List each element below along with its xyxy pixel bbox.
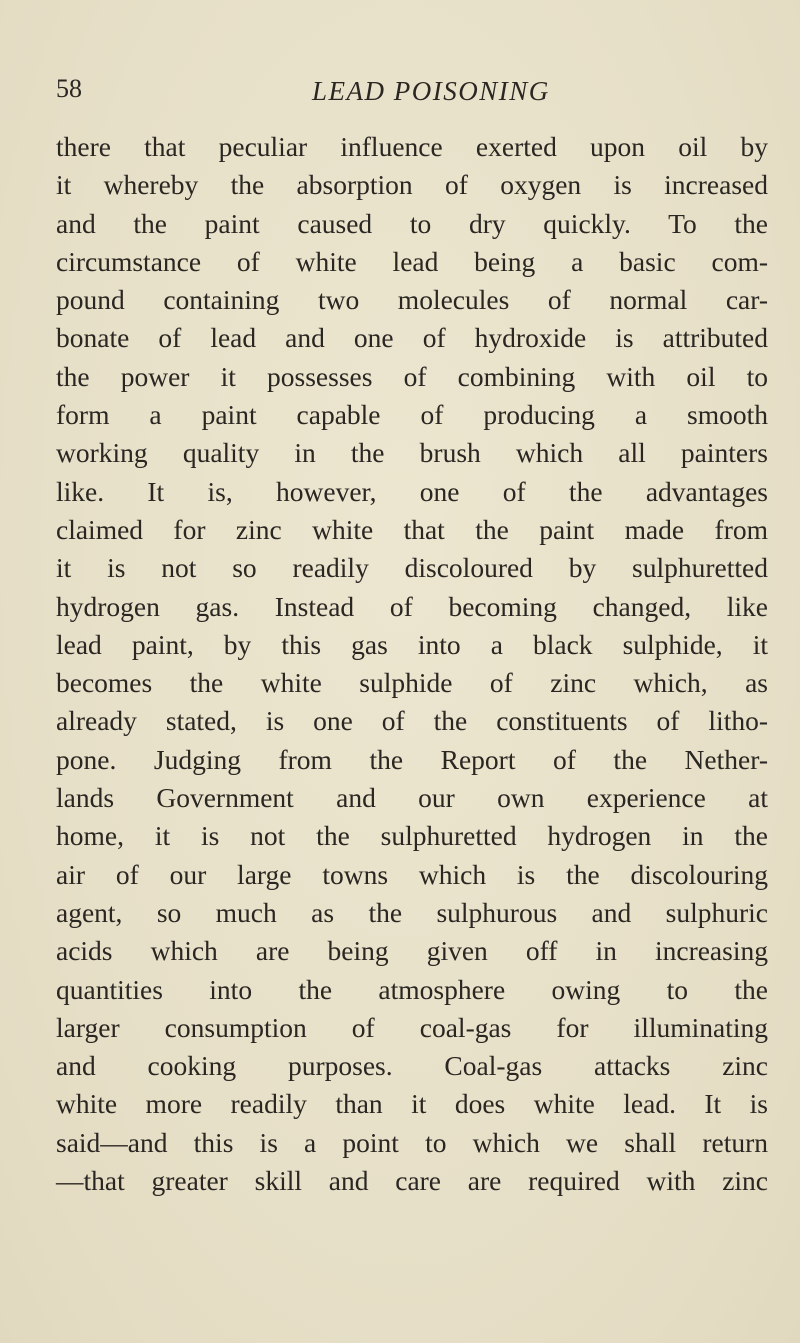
body-paragraph bbox=[56, 128, 768, 1200]
text-line: and cooking purposes. Coal-gas attacks zinc bbox=[56, 1050, 768, 1082]
text-line: it is not so readily discoloured by sulphuretted bbox=[56, 552, 768, 584]
text-line: hydrogen gas. Instead of becoming changed, like bbox=[56, 590, 768, 622]
text-line: form a paint capable of producing a smooth bbox=[56, 399, 768, 431]
text-line: white more readily than it does white lead. It is bbox=[56, 1088, 768, 1120]
text-line: pound containing two molecules of normal car- bbox=[56, 284, 768, 316]
page-header bbox=[56, 74, 744, 114]
text-line: claimed for zinc white that the paint made from bbox=[56, 513, 768, 545]
text-line: quantities into the atmosphere owing to the bbox=[56, 973, 768, 1005]
text-line: larger consumption of coal-gas for illuminating bbox=[56, 1011, 768, 1043]
text-line: air of our large towns which is the discolouring bbox=[56, 858, 768, 890]
text-line: said—and this is a point to which we shall return bbox=[56, 1126, 768, 1158]
text-line: home, it is not the sulphuretted hydrogen in the bbox=[56, 820, 768, 852]
text-line: agent, so much as the sulphurous and sulphuric bbox=[56, 896, 768, 928]
text-line: becomes the white sulphide of zinc which, as bbox=[56, 667, 768, 699]
text-line: and the paint caused to dry quickly. To the bbox=[56, 207, 768, 239]
text-line: circumstance of white lead being a basic com- bbox=[56, 245, 768, 277]
text-line: the power it possesses of combining with oil to bbox=[56, 360, 768, 392]
text-line: there that peculiar influence exerted upon oil by bbox=[56, 131, 768, 162]
text-line: lands Government and our own experience at bbox=[56, 782, 768, 814]
text-line: like. It is, however, one of the advantages bbox=[56, 475, 768, 507]
running-head: LEAD POISONING bbox=[312, 76, 550, 106]
text-line: bonate of lead and one of hydroxide is attributed bbox=[56, 322, 768, 354]
text-line: pone. Judging from the Report of the Nether- bbox=[56, 743, 768, 775]
text-line: acids which are being given off in increasing bbox=[56, 935, 768, 967]
text-line: it whereby the absorption of oxygen is increased bbox=[56, 169, 768, 201]
text-line: already stated, is one of the constituents of litho- bbox=[56, 705, 768, 737]
page-number: 58 bbox=[56, 74, 82, 103]
text-line: lead paint, by this gas into a black sulphide, it bbox=[56, 628, 768, 660]
text-line: —that greater skill and care are required with zinc bbox=[56, 1165, 768, 1197]
text-line: working quality in the brush which all painters bbox=[56, 437, 768, 469]
